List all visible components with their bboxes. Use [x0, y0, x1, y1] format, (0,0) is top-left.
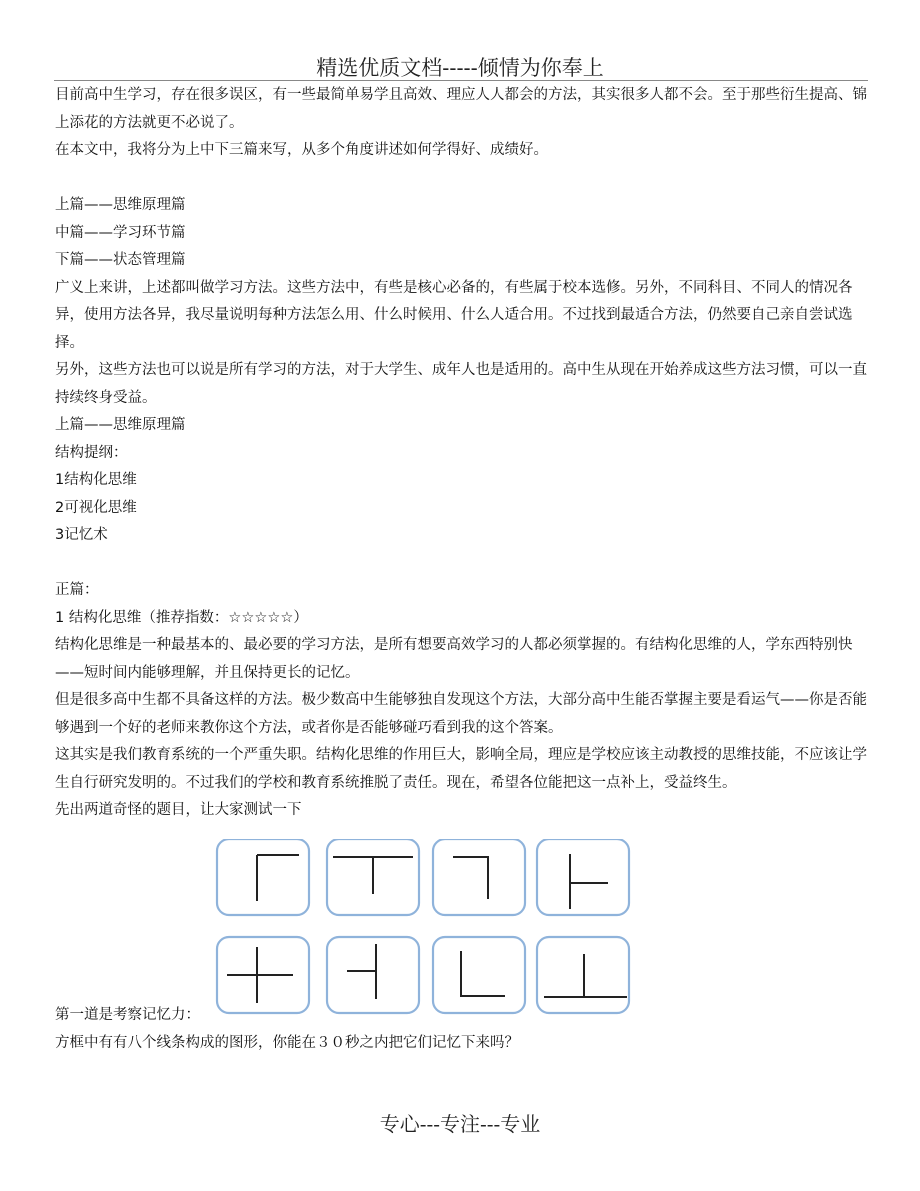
shape-box-3: [433, 839, 525, 915]
shape-5-lines: [227, 947, 293, 1003]
paragraph: 广义上来讲，上述都叫做学习方法。这些方法中，有些是核心必备的，有些属于校本选修。另外，不同科目、不同人的情况各异，使用方法各异，我尽量说明每种方法怎么用、什么时候用、什么人适合用。不过找到最适合方法，仍然要自己亲自尝试选择。: [55, 279, 853, 351]
shape-3-lines: [453, 857, 488, 899]
paragraph: 在本文中，我将分为上中下三篇来写，从多个角度讲述如何学得好、成绩好。: [55, 142, 548, 158]
paragraph: 方框中有有八个线条构成的图形，你能在３０秒之内把它们记忆下来吗？: [55, 1034, 519, 1051]
blank-line: [55, 165, 867, 193]
paragraph: 另外，这些方法也可以说是所有学习的方法，对于大学生、成年人也是适用的。高中生从现在开始养成这些方法习惯，可以一直持续终身受益。: [55, 362, 867, 406]
header-divider: [54, 80, 868, 81]
paragraph: 但是很多高中生都不具备这样的方法。极少数高中生能够独自发现这个方法，大部分高中生能否掌握主要是看运气——你是否能够遇到一个好的老师来教你这个方法，或者你是否能够碰巧看到我的这个答案。: [55, 692, 867, 736]
outline-heading: 结构提纲：: [55, 444, 128, 461]
shape-4-lines: [570, 854, 608, 909]
shape-2-lines: [333, 857, 413, 894]
outline-item: 2可视化思维: [55, 499, 137, 516]
line-shapes-figure: [213, 839, 638, 1019]
shape-box-4: [537, 839, 629, 915]
shape-7-lines: [461, 951, 505, 996]
page-footer: 专心---专注---专业: [379, 1112, 541, 1136]
section-heading: 上篇——思维原理篇: [55, 417, 186, 433]
shape-6-lines: [347, 944, 376, 999]
figure-caption: 第一道是考察记忆力：: [55, 1007, 200, 1023]
section-list-item: 下篇——状态管理篇: [55, 252, 186, 268]
section-list-item: 上篇——思维原理篇: [55, 197, 186, 213]
figure-block: [55, 825, 867, 1030]
shape-1-lines: [257, 855, 299, 901]
shape-box-1: [217, 839, 309, 915]
paragraph: 这其实是我们教育系统的一个严重失职。结构化思维的作用巨大，影响全局，理应是学校应该主动教授的思维技能，不应该让学生自行研究发明的。不过我们的学校和教育系统推脱了责任。现在，希望各位能把这一点补上，受益终生。: [55, 747, 867, 791]
subsection-heading: 1 结构化思维（推荐指数：☆☆☆☆☆）: [55, 609, 308, 626]
paragraph: 结构化思维是一种最基本的、最必要的学习方法，是所有想要高效学习的人都必须掌握的。有结构化思维的人，学东西特别快——短时间内能够理解，并且保持更长的记忆。: [55, 637, 853, 681]
paragraph: 先出两道奇怪的题目，让大家测试一下: [55, 802, 302, 818]
shape-8-lines: [544, 954, 627, 997]
shape-box-6: [327, 937, 419, 1013]
outline-item: 3记忆术: [55, 527, 108, 543]
page-header: 精选优质文档-----倾情为你奉上: [316, 56, 604, 80]
blank-line: [55, 550, 867, 578]
shape-box-7: [433, 937, 525, 1013]
outline-item: 1结构化思维: [55, 472, 137, 488]
section-heading: 正篇：: [55, 582, 99, 598]
section-list-item: 中篇——学习环节篇: [55, 224, 186, 241]
document-body: [55, 82, 867, 1057]
paragraph: 目前高中生学习，存在很多误区，有一些最简单易学且高效、理应人人都会的方法，其实很多人都不会。至于那些衍生提高、锦上添花的方法就更不必说了。: [55, 87, 867, 131]
